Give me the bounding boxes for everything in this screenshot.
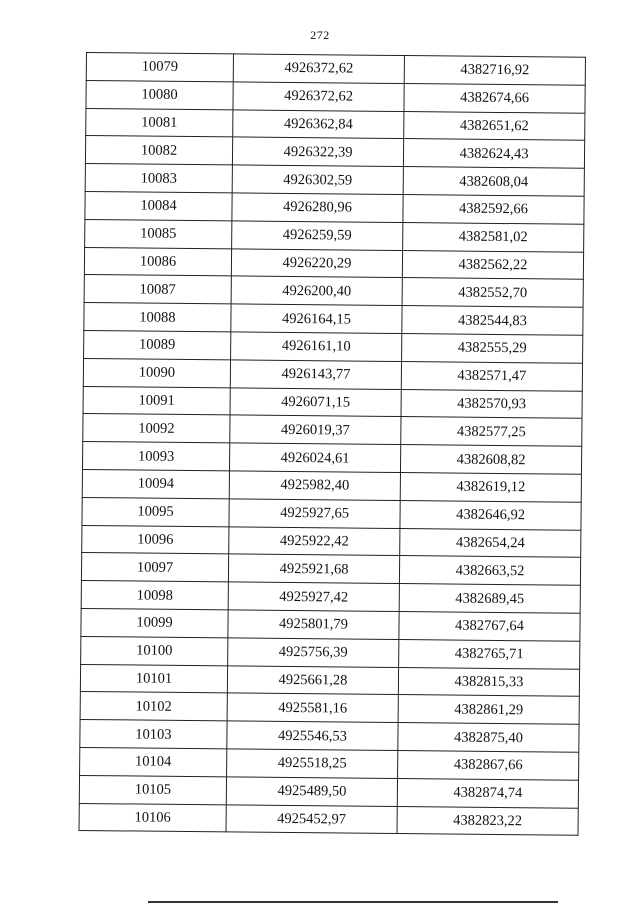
- coordinate-x-cell: 4926071,15: [230, 387, 401, 416]
- point-number-cell: 10105: [79, 775, 226, 804]
- coordinate-x-cell: 4926220,29: [231, 248, 402, 277]
- coordinate-x-cell: 4925489,50: [226, 777, 397, 806]
- coordinate-x-cell: 4925801,79: [228, 610, 399, 639]
- coordinate-x-cell: 4926280,96: [232, 193, 403, 222]
- coordinate-x-cell: 4926024,61: [229, 443, 400, 472]
- coordinate-x-cell: 4925927,42: [228, 582, 399, 611]
- coordinate-y-cell: 4382874,74: [397, 778, 578, 808]
- table-row: [79, 803, 578, 836]
- coordinate-x-cell: 4925922,42: [229, 526, 400, 555]
- coordinate-y-cell: 4382608,04: [403, 167, 584, 197]
- point-number-cell: 10104: [80, 747, 227, 776]
- point-number-cell: 10094: [82, 469, 229, 498]
- coordinate-y-cell: 4382577,25: [401, 417, 582, 447]
- point-number-cell: 10084: [85, 191, 232, 220]
- point-number-cell: 10088: [84, 303, 231, 332]
- coordinate-y-cell: 4382689,45: [399, 584, 580, 614]
- coordinate-x-cell: 4925756,39: [228, 638, 399, 667]
- coordinate-y-cell: 4382651,62: [404, 111, 585, 141]
- coordinate-y-cell: 4382767,64: [399, 611, 580, 641]
- point-number-cell: 10097: [81, 553, 228, 582]
- coordinate-y-cell: 4382815,33: [398, 667, 579, 697]
- point-number-cell: 10091: [83, 386, 230, 415]
- point-number-cell: 10093: [82, 442, 229, 471]
- coordinate-x-cell: 4926372,62: [233, 54, 404, 83]
- coordinate-y-cell: 4382823,22: [397, 806, 578, 836]
- point-number-cell: 10080: [86, 80, 233, 109]
- coordinate-x-cell: 4926302,59: [232, 165, 403, 194]
- coordinate-x-cell: 4926200,40: [231, 276, 402, 305]
- point-number-cell: 10101: [80, 664, 227, 693]
- coordinate-y-cell: 4382581,02: [403, 222, 584, 252]
- coordinate-y-cell: 4382619,12: [400, 472, 581, 502]
- coordinate-x-cell: 4925982,40: [229, 471, 400, 500]
- coordinate-y-cell: 4382875,40: [398, 723, 579, 753]
- coordinate-x-cell: 4926362,84: [233, 110, 404, 139]
- point-number-cell: 10106: [79, 803, 226, 832]
- coordinate-x-cell: 4925518,25: [227, 749, 398, 778]
- point-number-cell: 10098: [81, 581, 228, 610]
- coordinate-x-cell: 4926372,62: [233, 82, 404, 111]
- point-number-cell: 10082: [85, 136, 232, 165]
- coordinate-y-cell: 4382867,66: [398, 750, 579, 780]
- point-number-cell: 10099: [81, 608, 228, 637]
- point-number-cell: 10100: [81, 636, 228, 665]
- coordinate-y-cell: 4382663,52: [399, 556, 580, 586]
- coordinate-y-cell: 4382861,29: [398, 695, 579, 725]
- coordinate-y-cell: 4382571,47: [401, 361, 582, 391]
- coordinate-y-cell: 4382654,24: [400, 528, 581, 558]
- point-number-cell: 10083: [85, 164, 232, 193]
- coordinate-y-cell: 4382674,66: [404, 83, 585, 113]
- coordinate-x-cell: 4925581,16: [227, 693, 398, 722]
- coordinate-y-cell: 4382608,82: [400, 445, 581, 475]
- coordinate-x-cell: 4925546,53: [227, 721, 398, 750]
- coordinate-x-cell: 4926322,39: [232, 137, 403, 166]
- point-number-cell: 10092: [83, 414, 230, 443]
- point-number-cell: 10096: [82, 525, 229, 554]
- coordinate-y-cell: 4382646,92: [400, 500, 581, 530]
- coordinate-y-cell: 4382552,70: [402, 278, 583, 308]
- coordinate-y-cell: 4382765,71: [399, 639, 580, 669]
- coordinate-x-cell: 4926019,37: [230, 415, 401, 444]
- point-number-cell: 10087: [84, 275, 231, 304]
- coordinate-x-cell: 4926259,59: [232, 221, 403, 250]
- coordinate-x-cell: 4926143,77: [230, 360, 401, 389]
- point-number-cell: 10102: [80, 692, 227, 721]
- page-number: 272: [310, 28, 330, 42]
- coordinate-y-cell: 4382570,93: [401, 389, 582, 419]
- point-number-cell: 10081: [86, 108, 233, 137]
- point-number-cell: 10090: [83, 358, 230, 387]
- coordinate-y-cell: 4382555,29: [402, 334, 583, 364]
- page-bottom-edge-line: [148, 901, 558, 903]
- coordinates-table: [79, 52, 586, 836]
- point-number-cell: 10085: [85, 219, 232, 248]
- coordinate-x-cell: 4926161,10: [231, 332, 402, 361]
- coordinate-x-cell: 4925927,65: [229, 499, 400, 528]
- coordinate-y-cell: 4382716,92: [404, 56, 585, 86]
- coordinates-table-body: [79, 53, 585, 836]
- coordinate-x-cell: 4926164,15: [231, 304, 402, 333]
- coordinate-y-cell: 4382544,83: [402, 306, 583, 336]
- coordinate-x-cell: 4925452,97: [226, 804, 397, 833]
- coordinate-y-cell: 4382562,22: [402, 250, 583, 280]
- point-number-cell: 10086: [84, 247, 231, 276]
- point-number-cell: 10089: [84, 330, 231, 359]
- coordinates-table-wrapper: [79, 52, 582, 836]
- coordinate-x-cell: 4925661,28: [227, 665, 398, 694]
- coordinate-x-cell: 4925921,68: [228, 554, 399, 583]
- coordinate-y-cell: 4382592,66: [403, 195, 584, 225]
- point-number-cell: 10079: [86, 53, 233, 82]
- point-number-cell: 10095: [82, 497, 229, 526]
- coordinate-y-cell: 4382624,43: [403, 139, 584, 169]
- point-number-cell: 10103: [80, 720, 227, 749]
